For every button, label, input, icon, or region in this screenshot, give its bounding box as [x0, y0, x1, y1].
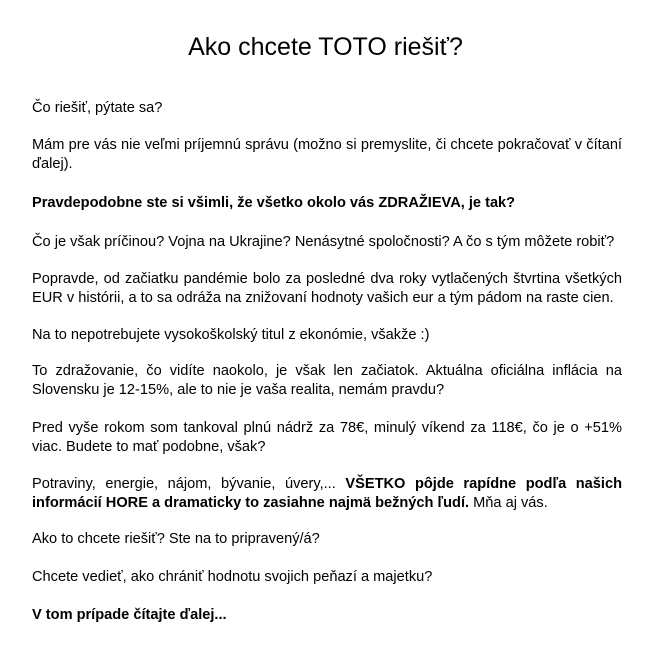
paragraph-everything-up	[32, 475, 622, 513]
paragraph-protect-value: Chcete vedieť, ako chrániť hodnotu svojich peňazí a majetku?	[32, 569, 433, 585]
paragraph-money-printing: Popravde, od začiatku pandémie bolo za posledné dva roky vytlačených štvrtina všetkých EUR v histórii, a to sa odráža na znižovaní hodnoty vašich eur a tým pádom na raste cien.	[32, 271, 622, 306]
paragraph-price-rise: Pravdepodobne ste si všimli, že všetko okolo vás ZDRAŽIEVA, je tak?	[32, 195, 516, 211]
paragraph-fuel: Pred vyše rokom som tankoval plnú nádrž za 78€, minulý víkend za 118€, čo je o +51% viac. Budete to mať podobne, však?	[32, 420, 622, 455]
paragraph-prepared: Ako to chcete riešiť? Ste na to pripravený/á?	[32, 531, 320, 547]
paragraph-everything-up-end: Mňa aj vás.	[469, 495, 548, 511]
paragraph-everything-up-bold: VŠETKO pôjde rapídne podľa našich informácií HORE a dramaticky to zasiahne najmä bežných ľudí.	[32, 476, 622, 511]
paragraph-news: Mám pre vás nie veľmi príjemnú správu (možno si premyslite, či chcete pokračovať v čítaní ďalej).	[32, 137, 622, 172]
paragraph-inflation: To zdražovanie, čo vidíte naokolo, je však len začiatok. Aktuálna oficiálna inflácia na Slovensku je 12-15%, ale to nie je vaša realita, nemám pravdu?	[32, 363, 622, 398]
paragraph-question: Čo riešiť, pýtate sa?	[32, 100, 163, 116]
paragraph-read-more: V tom prípade čítajte ďalej...	[32, 607, 227, 623]
paragraph-economics: Na to nepotrebujete vysokoškolský titul z ekonómie, všakže :)	[32, 327, 430, 343]
document-title: Ako chcete TOTO riešiť?	[188, 33, 463, 61]
paragraph-cause: Čo je však príčinou? Vojna na Ukrajine? Nenásytné spoločnosti? A čo s tým môžete robiť?	[32, 234, 615, 250]
paragraph-everything-up-start: Potraviny, energie, nájom, bývanie, úvery,...	[32, 476, 346, 492]
